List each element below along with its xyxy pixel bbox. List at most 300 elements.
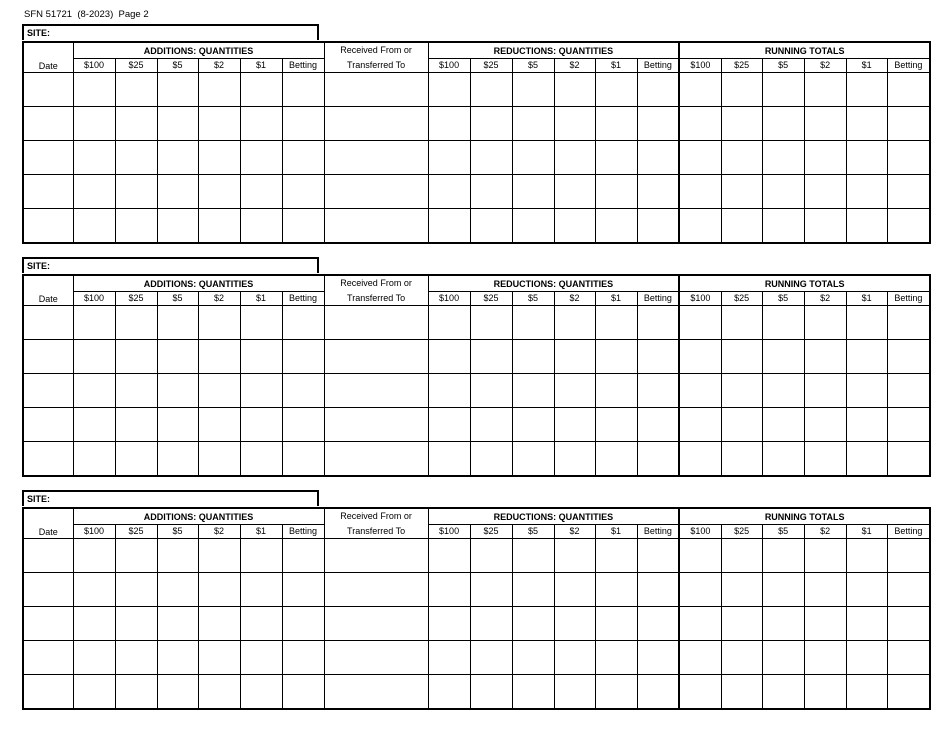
entry-cell[interactable] — [721, 441, 762, 476]
entry-cell[interactable] — [240, 674, 282, 709]
entry-cell[interactable] — [512, 140, 554, 174]
entry-cell[interactable] — [324, 640, 428, 674]
entry-cell[interactable] — [637, 72, 679, 106]
entry-cell[interactable] — [595, 640, 637, 674]
entry-cell[interactable] — [324, 407, 428, 441]
entry-cell[interactable] — [324, 373, 428, 407]
entry-cell[interactable] — [512, 606, 554, 640]
entry-cell[interactable] — [554, 441, 595, 476]
entry-cell[interactable] — [240, 538, 282, 572]
entry-cell[interactable] — [595, 572, 637, 606]
entry-cell[interactable] — [512, 72, 554, 106]
entry-cell[interactable] — [887, 674, 930, 709]
entry-cell[interactable] — [804, 640, 846, 674]
entry-cell[interactable] — [721, 339, 762, 373]
entry-cell[interactable] — [595, 538, 637, 572]
entry-cell[interactable] — [762, 373, 804, 407]
entry-cell[interactable] — [804, 407, 846, 441]
entry-cell[interactable] — [721, 538, 762, 572]
entry-cell[interactable] — [73, 305, 115, 339]
entry-cell[interactable] — [637, 174, 679, 208]
entry-cell[interactable] — [554, 72, 595, 106]
entry-cell[interactable] — [512, 174, 554, 208]
entry-cell[interactable] — [324, 441, 428, 476]
entry-cell[interactable] — [428, 373, 470, 407]
entry-cell[interactable] — [846, 373, 887, 407]
entry-cell[interactable] — [198, 305, 240, 339]
entry-cell[interactable] — [679, 174, 721, 208]
entry-cell[interactable] — [804, 674, 846, 709]
entry-cell[interactable] — [470, 606, 512, 640]
site-field[interactable] — [22, 490, 319, 506]
entry-cell[interactable] — [240, 640, 282, 674]
entry-cell[interactable] — [679, 441, 721, 476]
entry-cell[interactable] — [115, 538, 157, 572]
entry-cell[interactable] — [637, 538, 679, 572]
entry-cell[interactable] — [428, 572, 470, 606]
entry-cell[interactable] — [512, 106, 554, 140]
entry-cell[interactable] — [115, 174, 157, 208]
entry-cell[interactable] — [762, 606, 804, 640]
entry-cell[interactable] — [554, 572, 595, 606]
entry-cell[interactable] — [282, 674, 324, 709]
entry-cell[interactable] — [428, 339, 470, 373]
entry-cell[interactable] — [73, 538, 115, 572]
entry-cell[interactable] — [887, 538, 930, 572]
entry-cell[interactable] — [428, 441, 470, 476]
entry-cell[interactable] — [846, 674, 887, 709]
entry-cell[interactable] — [846, 441, 887, 476]
entry-cell[interactable] — [721, 606, 762, 640]
entry-cell[interactable] — [887, 72, 930, 106]
entry-cell[interactable] — [470, 640, 512, 674]
entry-cell[interactable] — [470, 174, 512, 208]
entry-cell[interactable] — [73, 106, 115, 140]
entry-cell[interactable] — [240, 208, 282, 243]
entry-cell[interactable] — [198, 339, 240, 373]
entry-cell[interactable] — [23, 174, 73, 208]
entry-cell[interactable] — [554, 106, 595, 140]
entry-cell[interactable] — [554, 674, 595, 709]
entry-cell[interactable] — [595, 674, 637, 709]
entry-cell[interactable] — [679, 305, 721, 339]
entry-cell[interactable] — [23, 208, 73, 243]
entry-cell[interactable] — [470, 538, 512, 572]
entry-cell[interactable] — [324, 174, 428, 208]
entry-cell[interactable] — [115, 140, 157, 174]
entry-cell[interactable] — [240, 106, 282, 140]
entry-cell[interactable] — [762, 72, 804, 106]
entry-cell[interactable] — [470, 572, 512, 606]
entry-cell[interactable] — [470, 441, 512, 476]
entry-cell[interactable] — [846, 72, 887, 106]
entry-cell[interactable] — [115, 208, 157, 243]
site-field[interactable] — [22, 24, 319, 40]
entry-cell[interactable] — [282, 441, 324, 476]
entry-cell[interactable] — [470, 373, 512, 407]
entry-cell[interactable] — [554, 305, 595, 339]
entry-cell[interactable] — [324, 606, 428, 640]
entry-cell[interactable] — [470, 339, 512, 373]
entry-cell[interactable] — [887, 640, 930, 674]
entry-cell[interactable] — [679, 140, 721, 174]
entry-cell[interactable] — [512, 305, 554, 339]
entry-cell[interactable] — [157, 538, 198, 572]
entry-cell[interactable] — [240, 606, 282, 640]
entry-cell[interactable] — [887, 441, 930, 476]
entry-cell[interactable] — [512, 441, 554, 476]
entry-cell[interactable] — [595, 208, 637, 243]
entry-cell[interactable] — [157, 140, 198, 174]
entry-cell[interactable] — [887, 174, 930, 208]
entry-cell[interactable] — [198, 538, 240, 572]
entry-cell[interactable] — [428, 174, 470, 208]
entry-cell[interactable] — [73, 640, 115, 674]
entry-cell[interactable] — [282, 407, 324, 441]
entry-cell[interactable] — [804, 305, 846, 339]
entry-cell[interactable] — [115, 106, 157, 140]
entry-cell[interactable] — [240, 339, 282, 373]
entry-cell[interactable] — [470, 72, 512, 106]
entry-cell[interactable] — [679, 538, 721, 572]
entry-cell[interactable] — [240, 441, 282, 476]
entry-cell[interactable] — [115, 339, 157, 373]
entry-cell[interactable] — [282, 640, 324, 674]
entry-cell[interactable] — [73, 373, 115, 407]
entry-cell[interactable] — [23, 305, 73, 339]
entry-cell[interactable] — [157, 606, 198, 640]
entry-cell[interactable] — [115, 640, 157, 674]
entry-cell[interactable] — [554, 538, 595, 572]
entry-cell[interactable] — [23, 373, 73, 407]
entry-cell[interactable] — [595, 174, 637, 208]
entry-cell[interactable] — [846, 174, 887, 208]
entry-cell[interactable] — [595, 441, 637, 476]
entry-cell[interactable] — [595, 407, 637, 441]
entry-cell[interactable] — [240, 72, 282, 106]
entry-cell[interactable] — [157, 441, 198, 476]
entry-cell[interactable] — [721, 407, 762, 441]
entry-cell[interactable] — [157, 305, 198, 339]
entry-cell[interactable] — [762, 572, 804, 606]
entry-cell[interactable] — [157, 640, 198, 674]
entry-cell[interactable] — [887, 407, 930, 441]
entry-cell[interactable] — [157, 674, 198, 709]
entry-cell[interactable] — [762, 174, 804, 208]
entry-cell[interactable] — [23, 640, 73, 674]
entry-cell[interactable] — [157, 373, 198, 407]
entry-cell[interactable] — [73, 606, 115, 640]
entry-cell[interactable] — [721, 174, 762, 208]
entry-cell[interactable] — [470, 674, 512, 709]
entry-cell[interactable] — [554, 140, 595, 174]
entry-cell[interactable] — [282, 208, 324, 243]
entry-cell[interactable] — [721, 373, 762, 407]
entry-cell[interactable] — [679, 572, 721, 606]
entry-cell[interactable] — [679, 106, 721, 140]
entry-cell[interactable] — [554, 174, 595, 208]
entry-cell[interactable] — [240, 407, 282, 441]
entry-cell[interactable] — [157, 174, 198, 208]
entry-cell[interactable] — [554, 407, 595, 441]
entry-cell[interactable] — [762, 640, 804, 674]
entry-cell[interactable] — [512, 640, 554, 674]
entry-cell[interactable] — [23, 538, 73, 572]
entry-cell[interactable] — [887, 106, 930, 140]
entry-cell[interactable] — [804, 140, 846, 174]
entry-cell[interactable] — [512, 538, 554, 572]
entry-cell[interactable] — [240, 174, 282, 208]
entry-cell[interactable] — [324, 674, 428, 709]
entry-cell[interactable] — [804, 339, 846, 373]
entry-cell[interactable] — [679, 72, 721, 106]
entry-cell[interactable] — [282, 174, 324, 208]
entry-cell[interactable] — [282, 373, 324, 407]
entry-cell[interactable] — [428, 208, 470, 243]
entry-cell[interactable] — [428, 72, 470, 106]
entry-cell[interactable] — [240, 305, 282, 339]
entry-cell[interactable] — [679, 339, 721, 373]
entry-cell[interactable] — [637, 373, 679, 407]
entry-cell[interactable] — [804, 106, 846, 140]
entry-cell[interactable] — [198, 174, 240, 208]
entry-cell[interactable] — [512, 674, 554, 709]
entry-cell[interactable] — [23, 407, 73, 441]
entry-cell[interactable] — [198, 674, 240, 709]
entry-cell[interactable] — [73, 572, 115, 606]
entry-cell[interactable] — [762, 305, 804, 339]
entry-cell[interactable] — [115, 407, 157, 441]
entry-cell[interactable] — [282, 572, 324, 606]
entry-cell[interactable] — [554, 208, 595, 243]
entry-cell[interactable] — [595, 606, 637, 640]
entry-cell[interactable] — [282, 606, 324, 640]
entry-cell[interactable] — [240, 572, 282, 606]
entry-cell[interactable] — [324, 538, 428, 572]
entry-cell[interactable] — [554, 640, 595, 674]
entry-cell[interactable] — [762, 106, 804, 140]
entry-cell[interactable] — [804, 373, 846, 407]
entry-cell[interactable] — [554, 339, 595, 373]
entry-cell[interactable] — [198, 441, 240, 476]
entry-cell[interactable] — [846, 640, 887, 674]
entry-cell[interactable] — [198, 106, 240, 140]
entry-cell[interactable] — [887, 339, 930, 373]
entry-cell[interactable] — [512, 373, 554, 407]
entry-cell[interactable] — [595, 339, 637, 373]
entry-cell[interactable] — [679, 674, 721, 709]
entry-cell[interactable] — [470, 407, 512, 441]
entry-cell[interactable] — [637, 140, 679, 174]
entry-cell[interactable] — [198, 572, 240, 606]
entry-cell[interactable] — [23, 339, 73, 373]
entry-cell[interactable] — [157, 106, 198, 140]
entry-cell[interactable] — [324, 572, 428, 606]
entry-cell[interactable] — [23, 140, 73, 174]
entry-cell[interactable] — [157, 208, 198, 243]
entry-cell[interactable] — [73, 174, 115, 208]
entry-cell[interactable] — [637, 106, 679, 140]
entry-cell[interactable] — [428, 538, 470, 572]
entry-cell[interactable] — [73, 441, 115, 476]
entry-cell[interactable] — [428, 674, 470, 709]
entry-cell[interactable] — [595, 305, 637, 339]
entry-cell[interactable] — [240, 140, 282, 174]
entry-cell[interactable] — [637, 208, 679, 243]
entry-cell[interactable] — [762, 407, 804, 441]
entry-cell[interactable] — [846, 606, 887, 640]
entry-cell[interactable] — [804, 572, 846, 606]
entry-cell[interactable] — [428, 407, 470, 441]
entry-cell[interactable] — [887, 305, 930, 339]
entry-cell[interactable] — [679, 373, 721, 407]
entry-cell[interactable] — [887, 373, 930, 407]
entry-cell[interactable] — [198, 373, 240, 407]
entry-cell[interactable] — [679, 407, 721, 441]
entry-cell[interactable] — [762, 538, 804, 572]
entry-cell[interactable] — [721, 305, 762, 339]
entry-cell[interactable] — [512, 572, 554, 606]
entry-cell[interactable] — [198, 72, 240, 106]
entry-cell[interactable] — [73, 208, 115, 243]
entry-cell[interactable] — [804, 441, 846, 476]
entry-cell[interactable] — [721, 140, 762, 174]
entry-cell[interactable] — [762, 140, 804, 174]
entry-cell[interactable] — [804, 538, 846, 572]
entry-cell[interactable] — [554, 606, 595, 640]
entry-cell[interactable] — [721, 208, 762, 243]
entry-cell[interactable] — [846, 407, 887, 441]
entry-cell[interactable] — [595, 72, 637, 106]
entry-cell[interactable] — [637, 606, 679, 640]
entry-cell[interactable] — [679, 208, 721, 243]
entry-cell[interactable] — [198, 407, 240, 441]
entry-cell[interactable] — [324, 106, 428, 140]
entry-cell[interactable] — [428, 606, 470, 640]
entry-cell[interactable] — [324, 208, 428, 243]
entry-cell[interactable] — [282, 140, 324, 174]
entry-cell[interactable] — [762, 441, 804, 476]
entry-cell[interactable] — [637, 407, 679, 441]
entry-cell[interactable] — [115, 373, 157, 407]
entry-cell[interactable] — [428, 305, 470, 339]
entry-cell[interactable] — [324, 339, 428, 373]
entry-cell[interactable] — [115, 305, 157, 339]
entry-cell[interactable] — [157, 72, 198, 106]
entry-cell[interactable] — [887, 572, 930, 606]
entry-cell[interactable] — [198, 640, 240, 674]
entry-cell[interactable] — [637, 305, 679, 339]
entry-cell[interactable] — [721, 640, 762, 674]
entry-cell[interactable] — [428, 640, 470, 674]
entry-cell[interactable] — [512, 339, 554, 373]
entry-cell[interactable] — [721, 674, 762, 709]
entry-cell[interactable] — [73, 140, 115, 174]
entry-cell[interactable] — [73, 407, 115, 441]
entry-cell[interactable] — [240, 373, 282, 407]
entry-cell[interactable] — [73, 339, 115, 373]
entry-cell[interactable] — [595, 106, 637, 140]
entry-cell[interactable] — [282, 339, 324, 373]
entry-cell[interactable] — [762, 674, 804, 709]
entry-cell[interactable] — [554, 373, 595, 407]
entry-cell[interactable] — [846, 140, 887, 174]
entry-cell[interactable] — [324, 305, 428, 339]
entry-cell[interactable] — [115, 674, 157, 709]
entry-cell[interactable] — [23, 441, 73, 476]
entry-cell[interactable] — [282, 305, 324, 339]
entry-cell[interactable] — [470, 106, 512, 140]
entry-cell[interactable] — [595, 373, 637, 407]
entry-cell[interactable] — [804, 208, 846, 243]
entry-cell[interactable] — [157, 572, 198, 606]
entry-cell[interactable] — [804, 606, 846, 640]
entry-cell[interactable] — [470, 140, 512, 174]
entry-cell[interactable] — [157, 407, 198, 441]
entry-cell[interactable] — [846, 305, 887, 339]
entry-cell[interactable] — [721, 106, 762, 140]
entry-cell[interactable] — [23, 72, 73, 106]
entry-cell[interactable] — [846, 106, 887, 140]
entry-cell[interactable] — [198, 208, 240, 243]
entry-cell[interactable] — [804, 174, 846, 208]
entry-cell[interactable] — [282, 72, 324, 106]
entry-cell[interactable] — [115, 72, 157, 106]
entry-cell[interactable] — [115, 572, 157, 606]
entry-cell[interactable] — [762, 208, 804, 243]
site-field[interactable] — [22, 257, 319, 273]
entry-cell[interactable] — [887, 208, 930, 243]
entry-cell[interactable] — [324, 72, 428, 106]
entry-cell[interactable] — [115, 441, 157, 476]
entry-cell[interactable] — [157, 339, 198, 373]
entry-cell[interactable] — [637, 640, 679, 674]
entry-cell[interactable] — [470, 305, 512, 339]
entry-cell[interactable] — [73, 674, 115, 709]
entry-cell[interactable] — [324, 140, 428, 174]
entry-cell[interactable] — [23, 572, 73, 606]
entry-cell[interactable] — [198, 606, 240, 640]
entry-cell[interactable] — [846, 538, 887, 572]
entry-cell[interactable] — [637, 441, 679, 476]
entry-cell[interactable] — [846, 208, 887, 243]
entry-cell[interactable] — [637, 674, 679, 709]
entry-cell[interactable] — [23, 606, 73, 640]
entry-cell[interactable] — [679, 606, 721, 640]
entry-cell[interactable] — [804, 72, 846, 106]
entry-cell[interactable] — [887, 606, 930, 640]
entry-cell[interactable] — [428, 106, 470, 140]
entry-cell[interactable] — [23, 106, 73, 140]
entry-cell[interactable] — [637, 572, 679, 606]
entry-cell[interactable] — [23, 674, 73, 709]
entry-cell[interactable] — [721, 72, 762, 106]
entry-cell[interactable] — [721, 572, 762, 606]
entry-cell[interactable] — [282, 106, 324, 140]
entry-cell[interactable] — [762, 339, 804, 373]
entry-cell[interactable] — [115, 606, 157, 640]
entry-cell[interactable] — [595, 140, 637, 174]
entry-cell[interactable] — [470, 208, 512, 243]
entry-cell[interactable] — [846, 572, 887, 606]
entry-cell[interactable] — [512, 208, 554, 243]
entry-cell[interactable] — [637, 339, 679, 373]
entry-cell[interactable] — [73, 72, 115, 106]
entry-cell[interactable] — [679, 640, 721, 674]
entry-cell[interactable] — [512, 407, 554, 441]
entry-cell[interactable] — [428, 140, 470, 174]
entry-cell[interactable] — [887, 140, 930, 174]
